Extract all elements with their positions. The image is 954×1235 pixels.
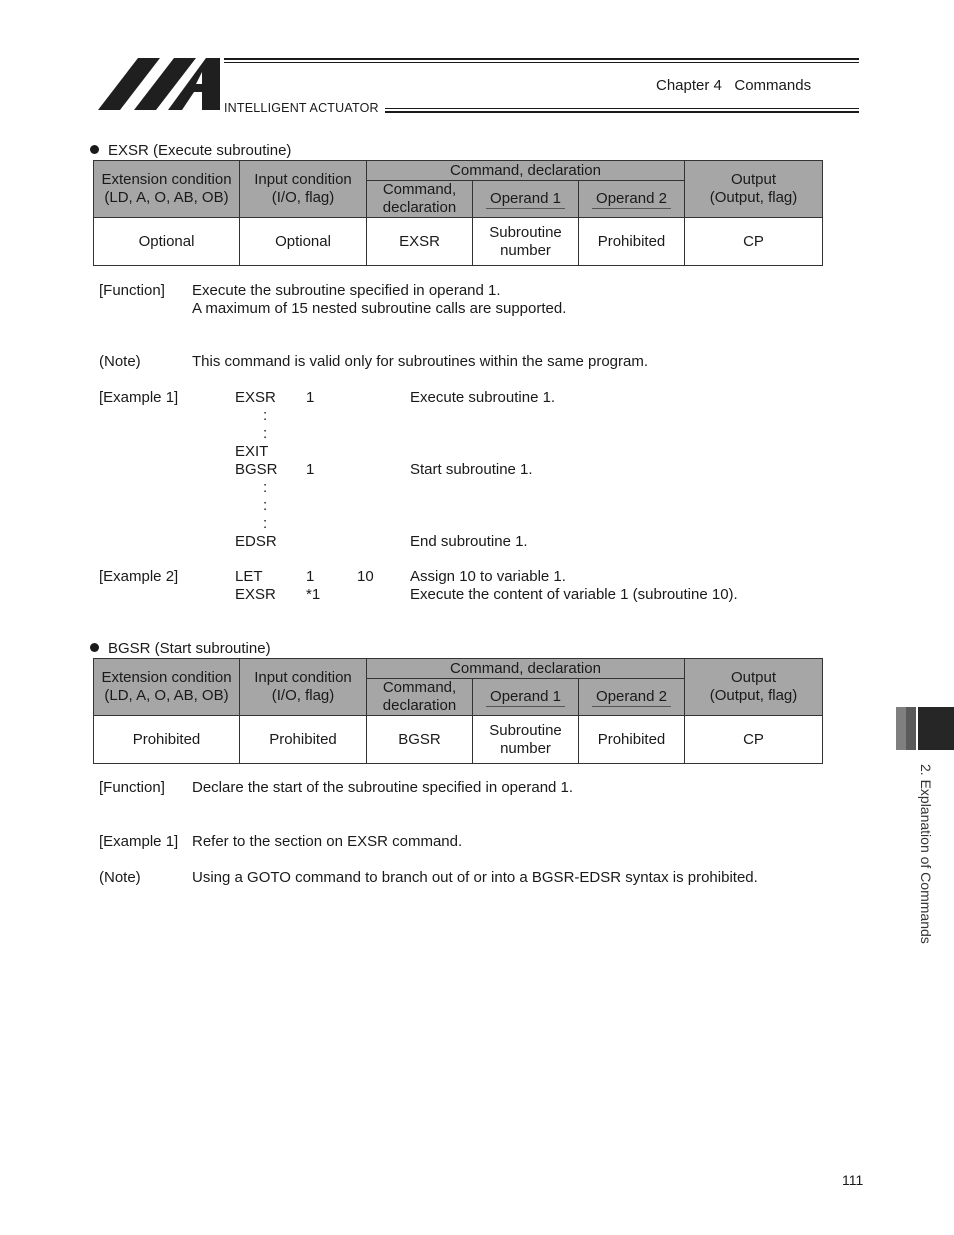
- cell-operand-2: Prohibited: [579, 716, 685, 764]
- header-rule-bottom-1: [385, 108, 859, 109]
- exsr-spec-table: [93, 160, 823, 266]
- exsr-example1-label: [Example 1]: [99, 389, 179, 406]
- bullet-icon: [90, 145, 99, 154]
- ex1-line2-cmd: BGSR: [235, 461, 278, 478]
- side-tab-block: [918, 707, 954, 750]
- cell-input: Prohibited: [240, 716, 367, 764]
- page-number: 111: [842, 1172, 864, 1188]
- ex2-line1-cmd: LET: [235, 568, 263, 585]
- ex2-line1-comment: Assign 10 to variable 1.: [410, 568, 566, 585]
- ex1-line3-comment: End subroutine 1.: [410, 533, 528, 550]
- exsr-example2-label: [Example 2]: [99, 568, 179, 585]
- header-extension-condition: Extension condition (LD, A, O, AB, OB): [94, 161, 240, 218]
- ex1-dot: :: [263, 497, 268, 514]
- bgsr-function-label: [Function]: [99, 779, 165, 796]
- header-rule-bottom-2: [385, 111, 859, 113]
- header-extension-condition: Extension condition (LD, A, O, AB, OB): [94, 659, 240, 716]
- cell-extension: Prohibited: [94, 716, 240, 764]
- header-operand-2: Operand 2: [579, 181, 685, 218]
- ex1-line1-op: 1: [306, 389, 315, 406]
- side-tab-label: 2. Explanation of Commands: [918, 764, 934, 944]
- ex2-line1-op1: 1: [306, 568, 315, 585]
- chapter-title: Chapter 4 Commands: [656, 77, 812, 94]
- ex1-exit: EXIT: [235, 443, 269, 460]
- header-command-group: Command, declaration: [367, 659, 685, 679]
- cell-command: BGSR: [367, 716, 473, 764]
- ex2-line2-comment: Execute the content of variable 1 (subroutine 10).: [410, 586, 738, 603]
- header-output: Output (Output, flag): [685, 161, 823, 218]
- side-tab-block: [906, 707, 916, 750]
- cell-extension: Optional: [94, 218, 240, 266]
- header-command: Command, declaration: [367, 679, 473, 716]
- iai-logo: [98, 58, 220, 110]
- bgsr-spec-table: [93, 658, 823, 764]
- exsr-function-label: [Function]: [99, 282, 165, 299]
- bgsr-note: Using a GOTO command to branch out of or into a BGSR-EDSR syntax is prohibited.: [192, 869, 758, 886]
- header-rule-top-thin: [224, 62, 859, 63]
- ex2-line1-op2: 10: [357, 568, 374, 585]
- cell-command: EXSR: [367, 218, 473, 266]
- cell-operand-1: Subroutine number: [473, 218, 579, 266]
- exsr-function-line-2: A maximum of 15 nested subroutine calls are supported.: [192, 300, 567, 317]
- bgsr-example1-label: [Example 1]: [99, 833, 179, 850]
- cell-input: Optional: [240, 218, 367, 266]
- ex1-line3-cmd: EDSR: [235, 533, 277, 550]
- header-operand-1: Operand 1: [473, 679, 579, 716]
- ex1-line2-comment: Start subroutine 1.: [410, 461, 533, 478]
- cell-operand-1: Subroutine number: [473, 716, 579, 764]
- exsr-function-line-1: Execute the subroutine specified in operand 1.: [192, 282, 501, 299]
- bgsr-note-label: (Note): [99, 869, 141, 886]
- ex1-dot: :: [263, 425, 268, 442]
- cell-operand-2: Prohibited: [579, 218, 685, 266]
- bgsr-function: Declare the start of the subroutine specified in operand 1.: [192, 779, 574, 796]
- ex1-dot: :: [263, 407, 268, 424]
- header-input-condition: Input condition (I/O, flag): [240, 161, 367, 218]
- ex1-line2-op: 1: [306, 461, 315, 478]
- bgsr-example1: Refer to the section on EXSR command.: [192, 833, 463, 850]
- cell-output: CP: [685, 218, 823, 266]
- ex1-line1-cmd: EXSR: [235, 389, 276, 406]
- exsr-heading: EXSR (Execute subroutine): [90, 142, 291, 159]
- ex1-dot: :: [263, 515, 268, 532]
- side-tab-block: [896, 707, 906, 750]
- exsr-note: This command is valid only for subroutines within the same program.: [192, 353, 649, 370]
- cell-output: CP: [685, 716, 823, 764]
- header-operand-2: Operand 2: [579, 679, 685, 716]
- header-operand-1: Operand 1: [473, 181, 579, 218]
- ex2-line2-cmd: EXSR: [235, 586, 276, 603]
- ex1-dot: :: [263, 479, 268, 496]
- header-output: Output (Output, flag): [685, 659, 823, 716]
- bullet-icon: [90, 643, 99, 652]
- exsr-note-label: (Note): [99, 353, 141, 370]
- ex2-line2-op1: *1: [306, 586, 321, 603]
- header-input-condition: Input condition (I/O, flag): [240, 659, 367, 716]
- ex1-line1-comment: Execute subroutine 1.: [410, 389, 556, 406]
- bgsr-heading: BGSR (Start subroutine): [90, 640, 271, 657]
- header-command-group: Command, declaration: [367, 161, 685, 181]
- logo-subtitle: INTELLIGENT ACTUATOR: [224, 101, 379, 115]
- header-rule-top-thick: [224, 58, 859, 60]
- header-command: Command, declaration: [367, 181, 473, 218]
